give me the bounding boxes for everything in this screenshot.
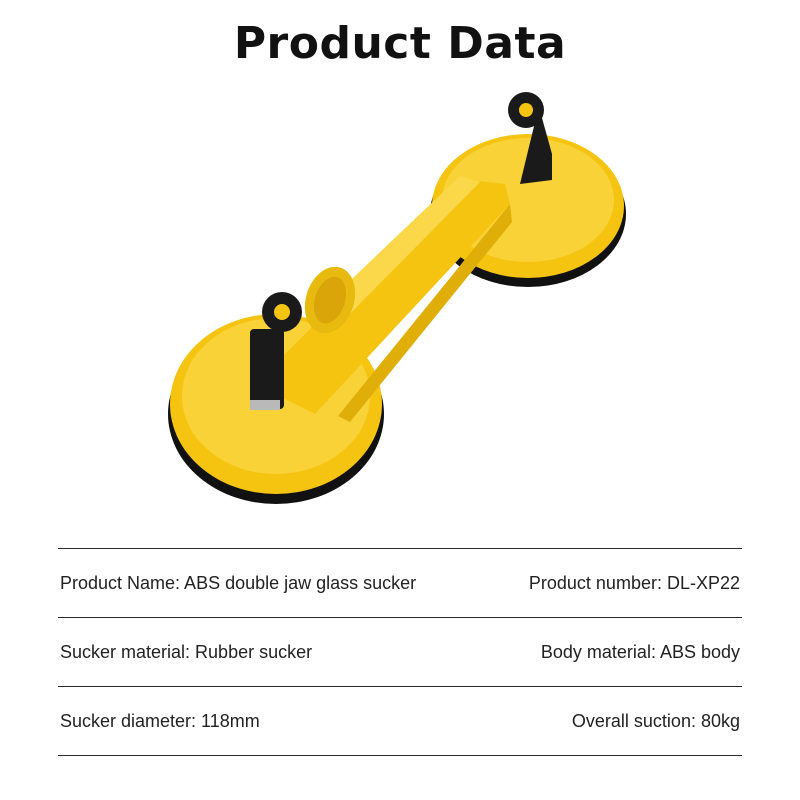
product-image — [160, 84, 640, 514]
spec-product-name: Product Name: ABS double jaw glass sucker — [60, 572, 417, 593]
spec-product-number: Product number: DL-XP22 — [528, 572, 740, 593]
spec-overall-suction: Overall suction: 80kg — [571, 710, 740, 731]
specs-table — [58, 548, 742, 756]
divider — [58, 755, 742, 756]
spec-sucker-material: Sucker material: Rubber sucker — [60, 641, 313, 662]
spec-row — [58, 549, 742, 617]
spec-row — [58, 618, 742, 686]
page-title: Product Data — [233, 18, 567, 69]
spec-row — [58, 687, 742, 755]
spec-sucker-diameter: Sucker diameter: 118mm — [60, 710, 260, 731]
spec-body-material: Body material: ABS body — [540, 641, 740, 662]
